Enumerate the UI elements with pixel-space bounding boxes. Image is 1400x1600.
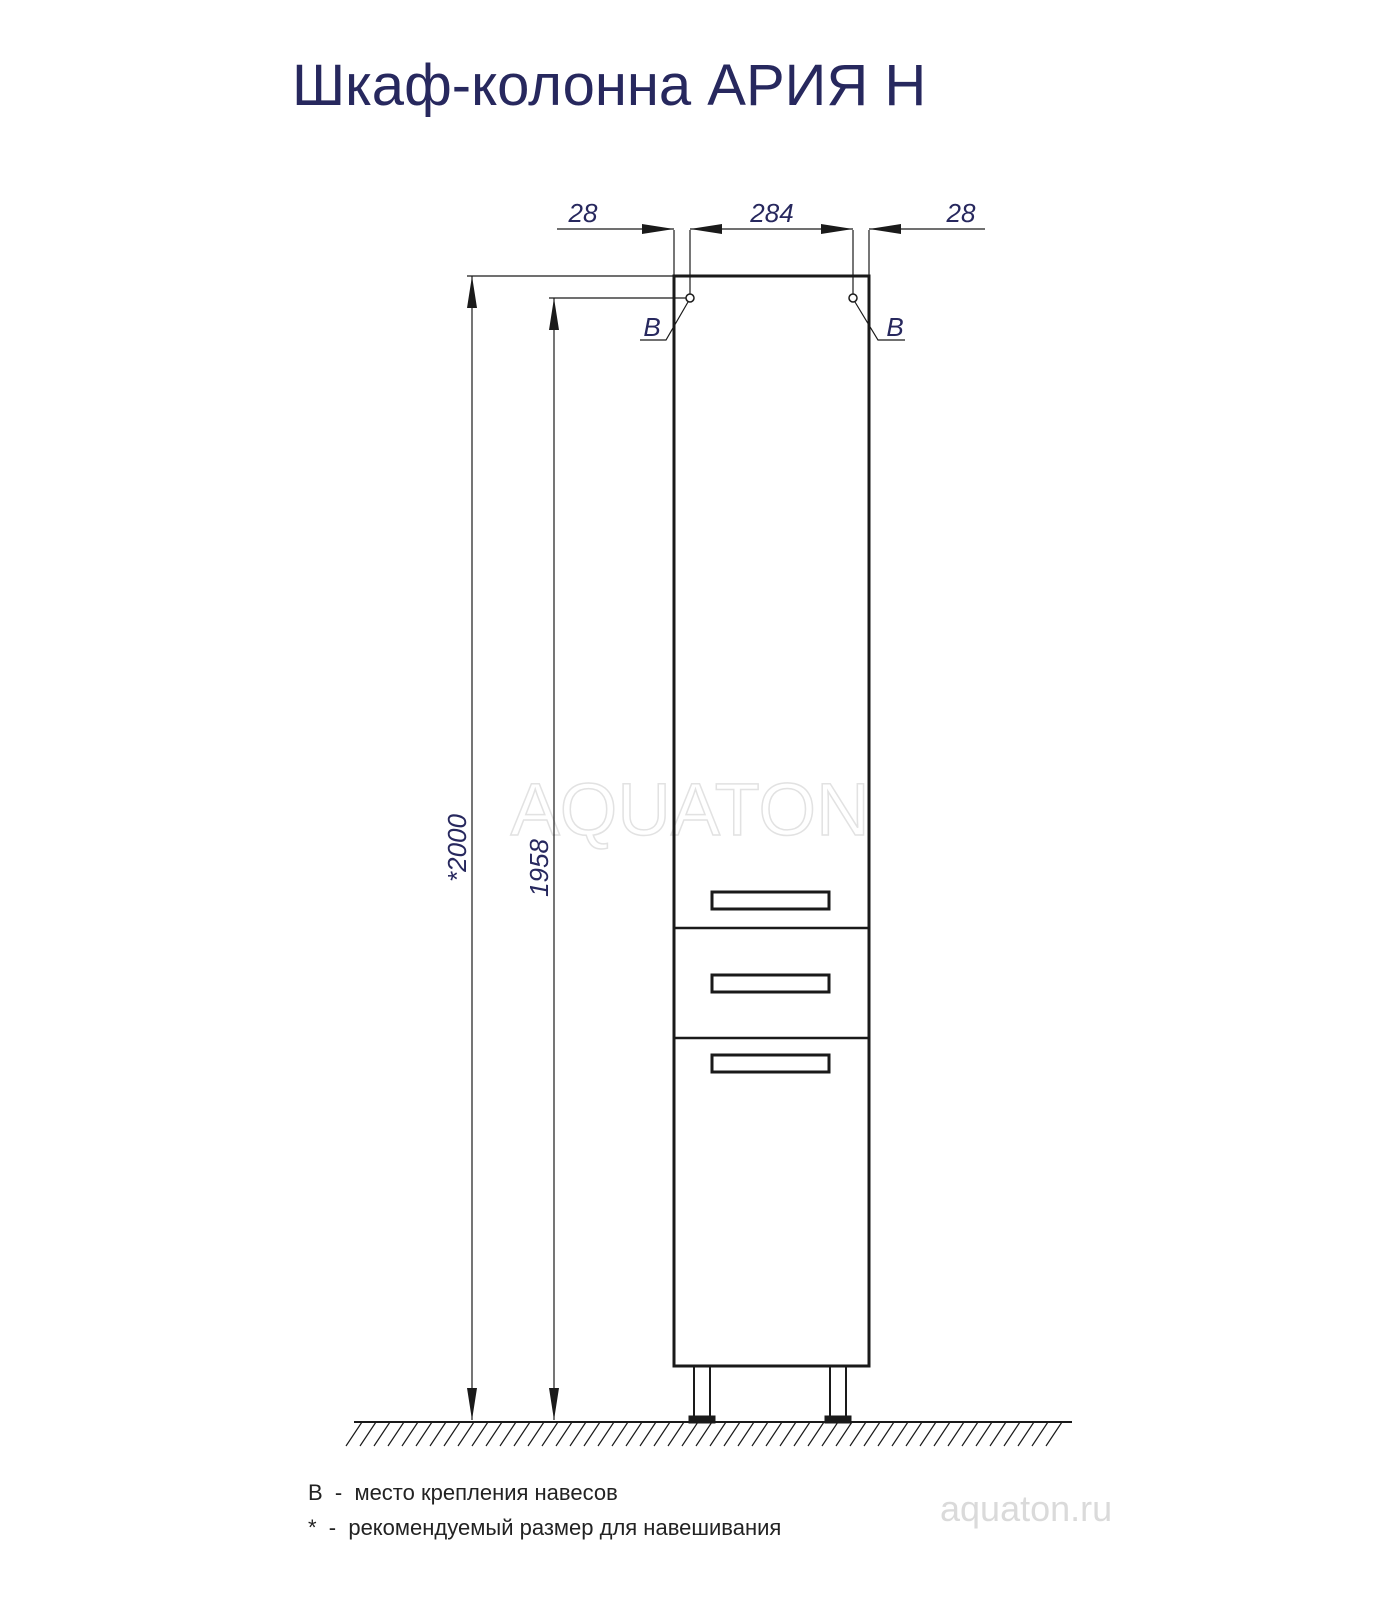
watermark-center: AQUATON: [510, 768, 870, 851]
floor-hatch-line: [1018, 1422, 1034, 1446]
floor-hatch-line: [948, 1422, 964, 1446]
floor-hatch-line: [1046, 1422, 1062, 1446]
floor-hatch-line: [878, 1422, 894, 1446]
floor-hatch-line: [1032, 1422, 1048, 1446]
drawer-handle: [712, 975, 829, 992]
floor-hatch-line: [738, 1422, 754, 1446]
floor-hatch-line: [374, 1422, 390, 1446]
leg-left: [694, 1366, 710, 1418]
upper-door-handle: [712, 892, 829, 909]
floor-hatch-line: [528, 1422, 544, 1446]
floor-hatch-line: [444, 1422, 460, 1446]
floor-hatch-line: [808, 1422, 824, 1446]
floor-hatch-line: [486, 1422, 502, 1446]
floor-hatch-line: [500, 1422, 516, 1446]
floor-hatch-line: [920, 1422, 936, 1446]
floor-hatch-line: [822, 1422, 838, 1446]
floor-hatch-line: [850, 1422, 866, 1446]
floor-hatch-line: [836, 1422, 852, 1446]
floor-hatch-line: [458, 1422, 474, 1446]
dim-top-middle: 284: [750, 198, 794, 228]
mount-hole-left: [686, 294, 694, 302]
dim-top-right: 28: [946, 198, 976, 228]
floor-hatch-line: [654, 1422, 670, 1446]
mount-hole-right: [849, 294, 857, 302]
floor-hatch-line: [962, 1422, 978, 1446]
floor-hatch-line: [682, 1422, 698, 1446]
floor-hatch-line: [710, 1422, 726, 1446]
floor-hatch-line: [640, 1422, 656, 1446]
floor-hatch-line: [570, 1422, 586, 1446]
floor-hatch-line: [976, 1422, 992, 1446]
mount-leaders: [640, 302, 905, 340]
dim-total-height: *2000: [442, 814, 472, 882]
floor: [346, 1422, 1072, 1446]
dim-top-left: 28: [568, 198, 598, 228]
floor-hatch-line: [402, 1422, 418, 1446]
floor-hatch-line: [668, 1422, 684, 1446]
width-dimension: [557, 229, 985, 294]
floor-hatch-line: [360, 1422, 376, 1446]
floor-hatch-line: [626, 1422, 642, 1446]
floor-hatch-line: [388, 1422, 404, 1446]
floor-hatch-line: [906, 1422, 922, 1446]
floor-hatch-line: [584, 1422, 600, 1446]
floor-hatch-line: [794, 1422, 810, 1446]
lower-door-handle: [712, 1055, 829, 1072]
floor-hatch-line: [780, 1422, 796, 1446]
floor-hatch-line: [472, 1422, 488, 1446]
page-title: Шкаф-колонна АРИЯ Н: [292, 53, 927, 118]
floor-hatch-line: [696, 1422, 712, 1446]
dim-mount-height: 1958: [524, 839, 554, 897]
mount-label-right: B: [886, 312, 904, 342]
floor-hatch-line: [990, 1422, 1006, 1446]
floor-hatch-line: [1004, 1422, 1020, 1446]
floor-hatch-line: [346, 1422, 362, 1446]
floor-hatch-line: [864, 1422, 880, 1446]
floor-hatch-line: [416, 1422, 432, 1446]
floor-hatch-line: [766, 1422, 782, 1446]
floor-hatch-line: [892, 1422, 908, 1446]
floor-hatch-line: [934, 1422, 950, 1446]
floor-hatch-line: [514, 1422, 530, 1446]
legend-star-note: * - рекомендуемый размер для навешивания: [308, 1515, 782, 1540]
watermark-site: aquaton.ru: [940, 1488, 1113, 1529]
floor-hatch-line: [724, 1422, 740, 1446]
floor-hatch-line: [542, 1422, 558, 1446]
floor-hatch-line: [752, 1422, 768, 1446]
floor-hatch-line: [612, 1422, 628, 1446]
mount-label-left: B: [643, 312, 661, 342]
floor-hatch-line: [598, 1422, 614, 1446]
leg-right: [830, 1366, 846, 1418]
floor-hatch-line: [430, 1422, 446, 1446]
legend-b-note: B - место крепления навесов: [308, 1480, 618, 1505]
floor-hatch-line: [556, 1422, 572, 1446]
